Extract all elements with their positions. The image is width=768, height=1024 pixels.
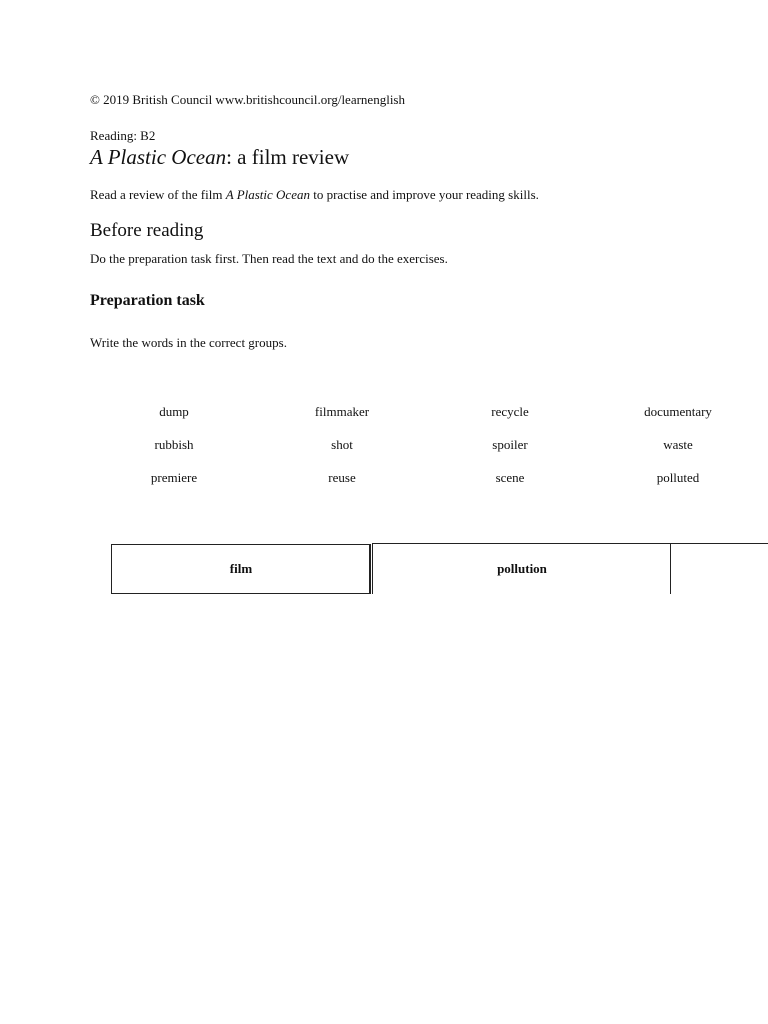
word-item: rubbish [154, 437, 194, 452]
word-item: dump [159, 404, 189, 419]
intro-after: to practise and improve your reading skills. [309, 187, 539, 202]
word-row [90, 470, 762, 503]
preparation-task-heading: Preparation task [90, 292, 205, 309]
intro-before: Read a review of the film [90, 187, 226, 202]
word-bank [90, 404, 762, 503]
group-box-film [111, 544, 371, 594]
group-label-pollution: pollution [497, 561, 547, 576]
word-item: scene [495, 470, 525, 485]
word-item: spoiler [492, 437, 528, 452]
word-item: waste [663, 437, 693, 452]
word-item: premiere [150, 470, 198, 485]
word-item: recycle [491, 404, 529, 419]
word-item: documentary [644, 404, 712, 419]
copyright-line: © 2019 British Council www.britishcouncil.org/learnenglish [90, 92, 405, 107]
group-label-film: film [229, 561, 253, 576]
word-item: filmmaker [314, 404, 370, 419]
word-row [90, 404, 762, 437]
word-item: shot [331, 437, 353, 452]
before-reading-text: Do the preparation task first. Then read the text and do the exercises. [90, 251, 448, 266]
page-title [90, 145, 349, 170]
group-box-pollution [372, 543, 768, 594]
word-item: reuse [328, 470, 356, 485]
intro-film-name: A Plastic Ocean [225, 187, 310, 202]
level-label: Reading: B2 [90, 128, 156, 143]
word-item: polluted [656, 470, 700, 485]
group-column-divider [670, 544, 671, 594]
title-film-name: A Plastic Ocean [90, 145, 227, 169]
word-row [90, 437, 762, 470]
before-reading-heading: Before reading [90, 220, 204, 241]
preparation-instruction: Write the words in the correct groups. [90, 335, 287, 350]
title-suffix: : a film review [226, 145, 350, 169]
intro-text [90, 187, 539, 203]
